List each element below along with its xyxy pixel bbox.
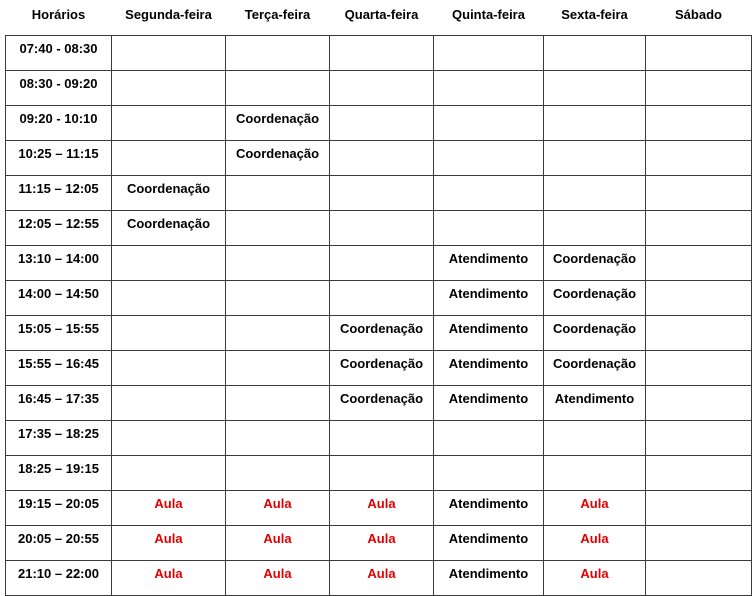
time-slot: 15:05 – 15:55 (6, 316, 112, 351)
schedule-cell: Aula (112, 561, 226, 596)
schedule-cell (544, 176, 646, 211)
schedule-cell (226, 386, 330, 421)
schedule-cell (112, 421, 226, 456)
schedule-cell: Aula (544, 561, 646, 596)
schedule-cell (434, 456, 544, 491)
schedule-cell (330, 211, 434, 246)
schedule-cell (434, 176, 544, 211)
schedule-cell (226, 176, 330, 211)
schedule-cell: Atendimento (434, 316, 544, 351)
schedule-cell: Coordenação (544, 316, 646, 351)
table-row (6, 561, 752, 596)
schedule-cell: Aula (226, 491, 330, 526)
table-row (6, 176, 752, 211)
header-quinta: Quinta-feira (434, 4, 544, 36)
schedule-cell: Coordenação (330, 386, 434, 421)
schedule-cell (226, 421, 330, 456)
schedule-cell (646, 316, 752, 351)
schedule-header (6, 4, 752, 36)
schedule-cell (646, 106, 752, 141)
time-slot: 21:10 – 22:00 (6, 561, 112, 596)
schedule-cell (646, 561, 752, 596)
schedule-cell (226, 211, 330, 246)
schedule-cell (330, 421, 434, 456)
table-row (6, 491, 752, 526)
schedule-cell (112, 316, 226, 351)
schedule-cell (112, 456, 226, 491)
schedule-cell (544, 421, 646, 456)
schedule-cell: Coordenação (112, 176, 226, 211)
schedule-cell (226, 246, 330, 281)
schedule-cell (646, 491, 752, 526)
schedule-cell: Atendimento (434, 491, 544, 526)
table-row (6, 281, 752, 316)
schedule-cell: Atendimento (434, 351, 544, 386)
schedule-cell: Aula (112, 491, 226, 526)
schedule-table (5, 4, 752, 596)
schedule-cell (646, 246, 752, 281)
schedule-cell (646, 526, 752, 561)
time-slot: 18:25 – 19:15 (6, 456, 112, 491)
schedule-cell (434, 106, 544, 141)
schedule-cell: Aula (226, 561, 330, 596)
time-slot: 09:20 - 10:10 (6, 106, 112, 141)
schedule-cell (226, 281, 330, 316)
schedule-body (6, 36, 752, 596)
schedule-cell (330, 141, 434, 176)
schedule-cell: Atendimento (544, 386, 646, 421)
schedule-cell: Coordenação (226, 106, 330, 141)
schedule-cell: Atendimento (434, 281, 544, 316)
schedule-cell (434, 141, 544, 176)
schedule-cell (226, 36, 330, 71)
time-slot: 12:05 – 12:55 (6, 211, 112, 246)
schedule-cell (544, 106, 646, 141)
schedule-cell (226, 71, 330, 106)
schedule-cell (544, 141, 646, 176)
header-sabado: Sábado (646, 4, 752, 36)
schedule-cell (544, 456, 646, 491)
schedule-cell (226, 456, 330, 491)
schedule-cell (646, 176, 752, 211)
schedule-cell (226, 316, 330, 351)
time-slot: 17:35 – 18:25 (6, 421, 112, 456)
time-slot: 16:45 – 17:35 (6, 386, 112, 421)
schedule-cell (112, 106, 226, 141)
header-segunda: Segunda-feira (112, 4, 226, 36)
schedule-cell: Coordenação (544, 281, 646, 316)
time-slot: 13:10 – 14:00 (6, 246, 112, 281)
table-row (6, 106, 752, 141)
schedule-cell (112, 141, 226, 176)
time-slot: 20:05 – 20:55 (6, 526, 112, 561)
table-row (6, 211, 752, 246)
schedule-cell (434, 421, 544, 456)
schedule-container (5, 4, 752, 596)
schedule-cell (646, 71, 752, 106)
schedule-cell (544, 211, 646, 246)
time-slot: 14:00 – 14:50 (6, 281, 112, 316)
schedule-cell: Coordenação (544, 246, 646, 281)
table-row (6, 386, 752, 421)
schedule-cell: Coordenação (544, 351, 646, 386)
table-row (6, 456, 752, 491)
schedule-cell (544, 71, 646, 106)
schedule-cell (646, 141, 752, 176)
header-quarta: Quarta-feira (330, 4, 434, 36)
schedule-cell: Coordenação (112, 211, 226, 246)
time-slot: 10:25 – 11:15 (6, 141, 112, 176)
table-row (6, 36, 752, 71)
time-slot: 15:55 – 16:45 (6, 351, 112, 386)
schedule-cell: Atendimento (434, 246, 544, 281)
schedule-cell (434, 71, 544, 106)
schedule-cell (646, 351, 752, 386)
table-row (6, 71, 752, 106)
header-row (6, 4, 752, 36)
schedule-cell: Atendimento (434, 561, 544, 596)
schedule-cell (646, 386, 752, 421)
schedule-cell (434, 36, 544, 71)
schedule-cell (646, 211, 752, 246)
schedule-cell: Atendimento (434, 526, 544, 561)
schedule-cell (330, 106, 434, 141)
time-slot: 11:15 – 12:05 (6, 176, 112, 211)
header-terca: Terça-feira (226, 4, 330, 36)
schedule-cell (226, 351, 330, 386)
schedule-cell: Coordenação (330, 351, 434, 386)
schedule-cell (646, 36, 752, 71)
schedule-cell: Aula (544, 526, 646, 561)
schedule-cell (330, 36, 434, 71)
schedule-cell: Aula (330, 526, 434, 561)
schedule-cell: Aula (226, 526, 330, 561)
schedule-cell (646, 281, 752, 316)
table-row (6, 141, 752, 176)
schedule-cell: Aula (330, 491, 434, 526)
schedule-cell (112, 281, 226, 316)
schedule-cell (646, 456, 752, 491)
header-horarios: Horários (6, 4, 112, 36)
schedule-cell (330, 176, 434, 211)
table-row (6, 421, 752, 456)
table-row (6, 246, 752, 281)
schedule-cell (112, 36, 226, 71)
time-slot: 07:40 - 08:30 (6, 36, 112, 71)
table-row (6, 526, 752, 561)
schedule-cell (646, 421, 752, 456)
table-row (6, 351, 752, 386)
schedule-cell (330, 456, 434, 491)
schedule-cell (434, 211, 544, 246)
time-slot: 19:15 – 20:05 (6, 491, 112, 526)
schedule-cell (330, 281, 434, 316)
schedule-cell (112, 386, 226, 421)
schedule-cell: Aula (544, 491, 646, 526)
schedule-cell: Atendimento (434, 386, 544, 421)
schedule-cell (112, 246, 226, 281)
schedule-cell: Coordenação (330, 316, 434, 351)
schedule-cell (112, 71, 226, 106)
schedule-cell (330, 71, 434, 106)
schedule-cell (544, 36, 646, 71)
time-slot: 08:30 - 09:20 (6, 71, 112, 106)
schedule-cell: Aula (112, 526, 226, 561)
schedule-cell: Aula (330, 561, 434, 596)
header-sexta: Sexta-feira (544, 4, 646, 36)
schedule-cell (112, 351, 226, 386)
schedule-cell (330, 246, 434, 281)
schedule-cell: Coordenação (226, 141, 330, 176)
table-row (6, 316, 752, 351)
